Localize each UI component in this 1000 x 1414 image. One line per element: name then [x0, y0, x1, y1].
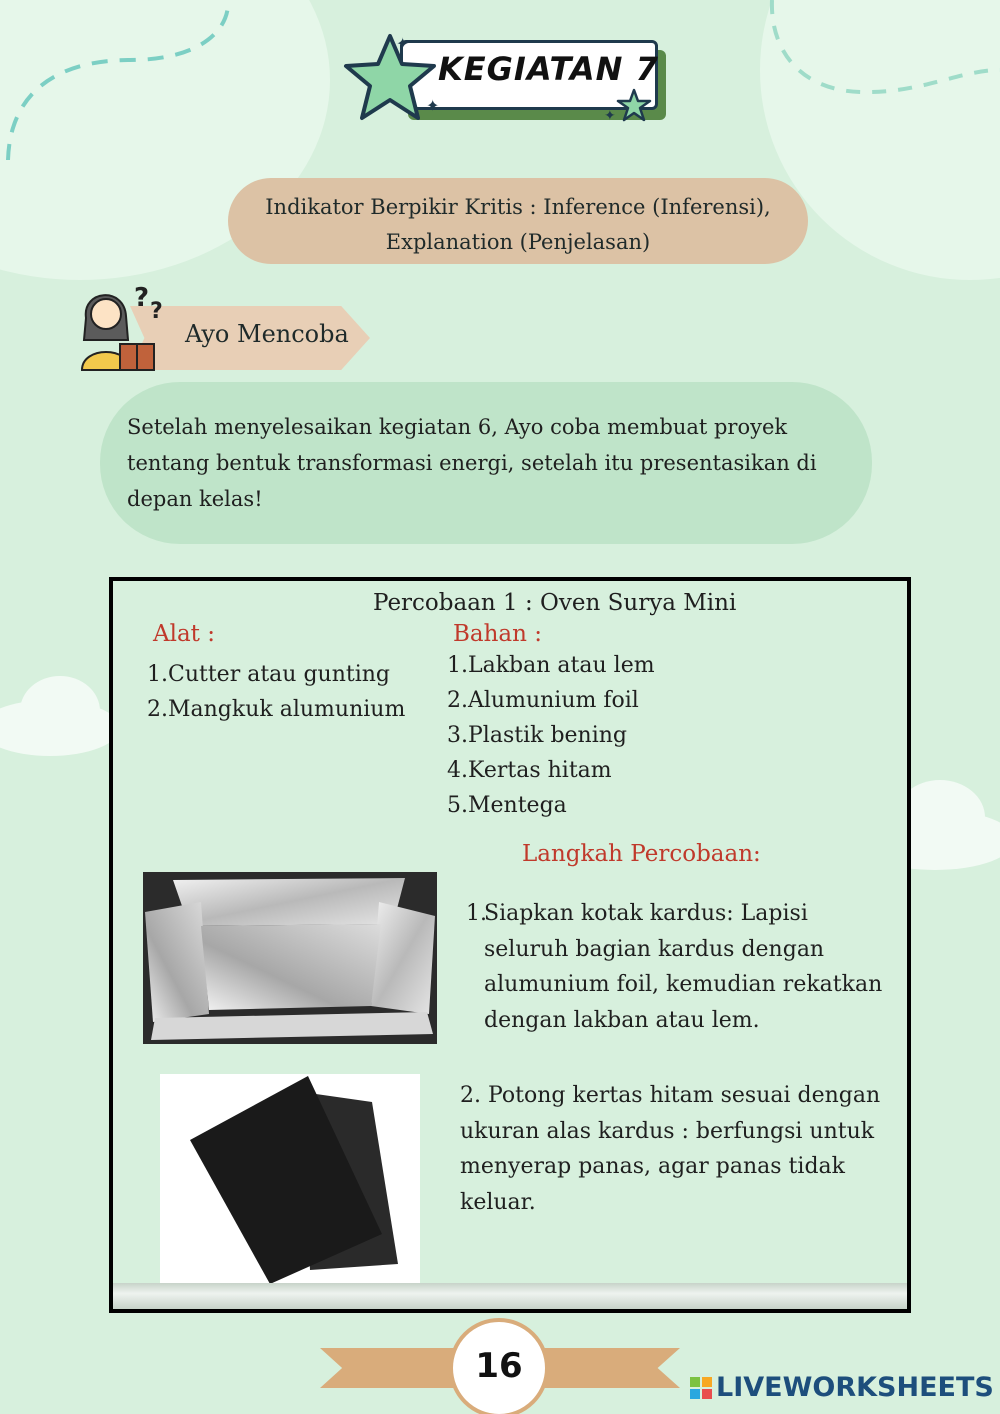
page-number-badge: [449, 1318, 549, 1414]
step-number: 1.: [466, 901, 487, 926]
thinking-student-icon: [76, 278, 176, 374]
svg-text:?: ?: [134, 283, 150, 313]
brand-name: LIVEWORKSHEETS: [716, 1372, 994, 1403]
liveworksheets-logo[interactable]: [690, 1372, 994, 1403]
sparkle-icon: ✦: [426, 96, 440, 115]
steps-heading: Langkah Percobaan:: [522, 841, 761, 867]
list-item: 1. Cutter atau gunting: [147, 662, 390, 687]
materials-list: [447, 648, 655, 823]
section-label: Ayo Mencoba: [185, 320, 349, 348]
step-text: Potong kertas hitam sesuai dengan ukuran alas kardus : berfungsi untuk menyerap panas, agar panas tidak keluar.: [460, 1083, 881, 1215]
svg-text:?: ?: [150, 299, 163, 324]
indicator-line-2: Explanation (Penjelasan): [385, 230, 651, 254]
sparkle-icon: ✦: [396, 34, 410, 53]
title-badge: [338, 32, 668, 124]
dashed-decoration-right: [760, 0, 1000, 120]
step-text: Siapkan kotak kardus: Lapisi seluruh bagian kardus dengan alumunium foil, kemudian rekatkan dengan lakban atau lem.: [484, 901, 883, 1033]
list-item: 3. Plastik bening: [447, 723, 628, 748]
step-number: 2.: [460, 1083, 481, 1108]
step-2: [460, 1078, 890, 1220]
cloud-left-puff: [20, 676, 100, 746]
foil-box-illustration: [143, 872, 437, 1044]
sparkle-icon: ✦: [604, 108, 616, 124]
list-item: 1. Lakban atau lem: [447, 653, 655, 678]
tools-heading: Alat :: [153, 621, 215, 647]
liveworksheets-mark-icon: [690, 1377, 712, 1399]
step-1: [466, 896, 886, 1038]
indicator-pill: [228, 178, 808, 264]
tools-list: [147, 657, 405, 727]
dashed-decoration-left: [0, 0, 260, 170]
foil-box-photo: [143, 872, 437, 1044]
list-item: 2. Mangkuk alumunium: [147, 697, 406, 722]
materials-heading: Bahan :: [453, 621, 543, 647]
black-paper-photo: [160, 1074, 420, 1284]
intro-bubble: [100, 382, 872, 544]
intro-text: Setelah menyelesaikan kegiatan 6, Ayo coba membuat proyek tentang bentuk transformasi energi, setelah itu presentasikan di depan kelas!: [127, 415, 817, 511]
page-number: 16: [475, 1346, 523, 1386]
small-star-icon: [616, 88, 652, 124]
list-item: 4. Kertas hitam: [447, 758, 612, 783]
box-bottom-divider: [113, 1283, 907, 1309]
list-item: 5. Mentega: [447, 793, 567, 818]
black-paper-illustration: [160, 1074, 420, 1284]
list-item: 2. Alumunium foil: [447, 688, 639, 713]
page-title: KEGIATAN 7: [438, 50, 659, 88]
indicator-line-1: Indikator Berpikir Kritis : Inference (Inferensi),: [265, 195, 771, 219]
experiment-title: Percobaan 1 : Oven Surya Mini: [373, 590, 737, 616]
